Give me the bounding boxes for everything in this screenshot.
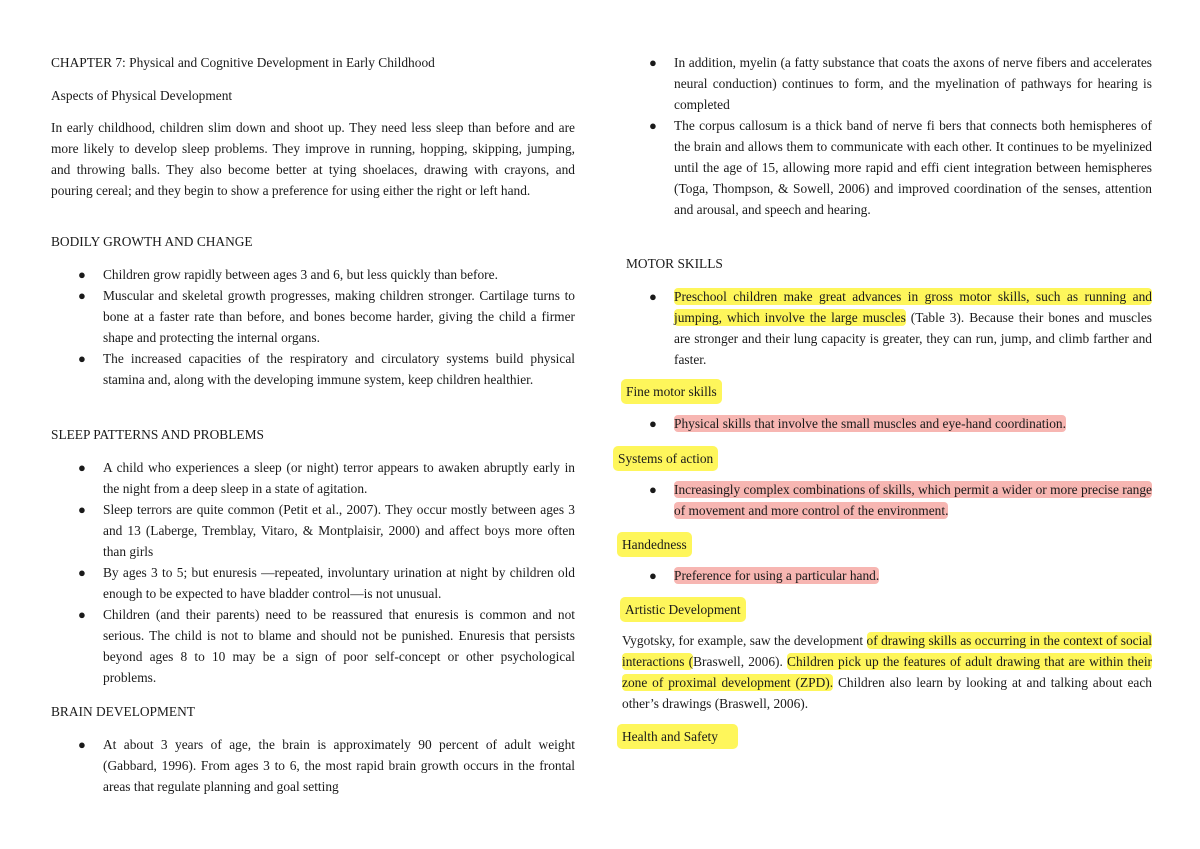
bullet-icon: ● bbox=[649, 55, 657, 70]
bullet-icon: ● bbox=[649, 482, 657, 497]
sleep-heading: SLEEP PATTERNS AND PROBLEMS bbox=[51, 427, 264, 442]
list-item: ● A child who experiences a sleep (or night) terror appears to awaken abruptly early in the night from a deep sleep in a state of agitation. bbox=[51, 457, 575, 499]
list-item: ● Children (and their parents) need to be reassured that enuresis is common and not serious. The child is not to blame and should not be punished. Enuresis that persists beyond ages 8 to 10 may be a sign of poor self-concept or other psychological problems. bbox=[51, 604, 575, 688]
list-item bbox=[622, 479, 1152, 521]
bodily-heading: BODILY GROWTH AND CHANGE bbox=[51, 234, 253, 249]
bullet-icon: ● bbox=[649, 416, 657, 431]
list-item bbox=[622, 413, 1152, 434]
bullet-icon: ● bbox=[649, 568, 657, 583]
bullet-icon: ● bbox=[649, 289, 657, 304]
brain-list-right bbox=[622, 52, 1152, 220]
bullet-icon: ● bbox=[78, 607, 86, 622]
bullet-icon: ● bbox=[78, 267, 86, 282]
bullet-icon: ● bbox=[649, 118, 657, 133]
list-item: ● At about 3 years of age, the brain is approximately 90 percent of adult weight (Gabbard, 1996). From ages 3 to 6, the most rapid brain growth occurs in the frontal areas that regulate planning and goal setting bbox=[51, 734, 575, 797]
handedness-heading: Handedness bbox=[617, 532, 692, 557]
list-item: ● By ages 3 to 5; but enuresis —repeated, involuntary urination at night by children old enough to be expected to have bladder control—is not unusual. bbox=[51, 562, 575, 604]
aspects-heading: Aspects of Physical Development bbox=[51, 88, 233, 103]
bullet-icon: ● bbox=[78, 565, 86, 580]
list-item: ● Muscular and skeletal growth progresses, making children stronger. Cartilage turns to bone at a faster rate than before, and bones become harder, giving the child a firmer shape and protecting the internal organs. bbox=[51, 285, 575, 348]
highlighted-text: Physical skills that involve the small muscles and eye-hand coordination. bbox=[674, 416, 1066, 431]
bullet-icon: ● bbox=[78, 737, 86, 752]
motor-list bbox=[622, 286, 1152, 370]
bodily-list bbox=[51, 264, 575, 390]
list-item: ● Sleep terrors are quite common (Petit et al., 2007). They occur mostly between ages 3 and 13 (Laberge, Tremblay, Vitaro, & Montplaisir, 2000) and affect boys more often than girls bbox=[51, 499, 575, 562]
list-item: ● The increased capacities of the respiratory and circulatory systems build physical stamina and, along with the developing immune system, keep children healthier. bbox=[51, 348, 575, 390]
highlighted-text: Preschool children make great advances in gross motor skills, such as running and jumping, which involve the large muscles bbox=[674, 289, 1152, 325]
list-item bbox=[622, 565, 1152, 586]
list-item: ● In addition, myelin (a fatty substance that coats the axons of nerve fibers and accelerates neural conduction) continues to form, and the myelination of pathways for hearing is completed bbox=[622, 52, 1152, 115]
list-item: ● Children grow rapidly between ages 3 and 6, but less quickly than before. bbox=[51, 264, 575, 285]
handedness-list bbox=[622, 565, 1152, 586]
highlighted-text: Children pick up the features of adult drawing that are within their zone of proximal development (ZPD). bbox=[622, 654, 1153, 690]
chapter-title: CHAPTER 7: Physical and Cognitive Development in Early Childhood bbox=[51, 55, 435, 70]
bullet-icon: ● bbox=[78, 460, 86, 475]
artistic-heading: Artistic Development bbox=[620, 597, 746, 622]
bullet-icon: ● bbox=[78, 502, 86, 517]
fine-motor-list bbox=[622, 413, 1152, 434]
highlighted-text: Preference for using a particular hand. bbox=[674, 568, 880, 583]
systems-heading: Systems of action bbox=[613, 446, 718, 471]
intro-paragraph: In early childhood, children slim down and shoot up. They need less sleep than before and are more likely to develop sleep problems. They improve in running, hopping, skipping, jumping, and throwing balls. They also become better at tying shoelaces, drawing with crayons, and pouring cereal; and they begin to show a preference for using either the right or left hand. bbox=[51, 120, 575, 198]
brain-list-left bbox=[51, 734, 575, 797]
bullet-icon: ● bbox=[78, 351, 86, 366]
highlighted-text: of drawing skills as occurring in the context of social interactions ( bbox=[622, 633, 1152, 669]
health-safety-heading: Health and Safety bbox=[617, 724, 738, 749]
motor-heading: MOTOR SKILLS bbox=[626, 256, 723, 271]
brain-heading: BRAIN DEVELOPMENT bbox=[51, 704, 195, 719]
bullet-icon: ● bbox=[78, 288, 86, 303]
artistic-paragraph: Vygotsky, for example, saw the development of drawing skills as occurring in the context of social interactions (Braswell, 2006). Children pick up the features of adult drawing that are within their zone of proximal development (ZPD). Children also learn by looking at and talking about each other’s drawings (Braswell, 2006). bbox=[622, 633, 1153, 711]
highlighted-text: Increasingly complex combinations of skills, which permit a wider or more precise range of movement and more control of the environment. bbox=[674, 482, 1152, 518]
list-item: ● The corpus callosum is a thick band of nerve fi bers that connects both hemispheres of the brain and allows them to communicate with each other. It continues to be myelinized until the age of 15, allowing more rapid and effi cient integration between hemispheres (Toga, Thompson, & Sowell, 2006) and improved coordination of the senses, attention and arousal, and speech and hearing. bbox=[622, 115, 1152, 220]
fine-motor-heading: Fine motor skills bbox=[621, 379, 722, 404]
systems-list bbox=[622, 479, 1152, 521]
sleep-list bbox=[51, 457, 575, 688]
list-item: ● Preschool children make great advances in gross motor skills, such as running and jumping, which involve the large muscles (Table 3). Because their bones and muscles are stronger and their lung capacity is greater, they can run, jump, and climb farther and faster. bbox=[622, 286, 1152, 370]
